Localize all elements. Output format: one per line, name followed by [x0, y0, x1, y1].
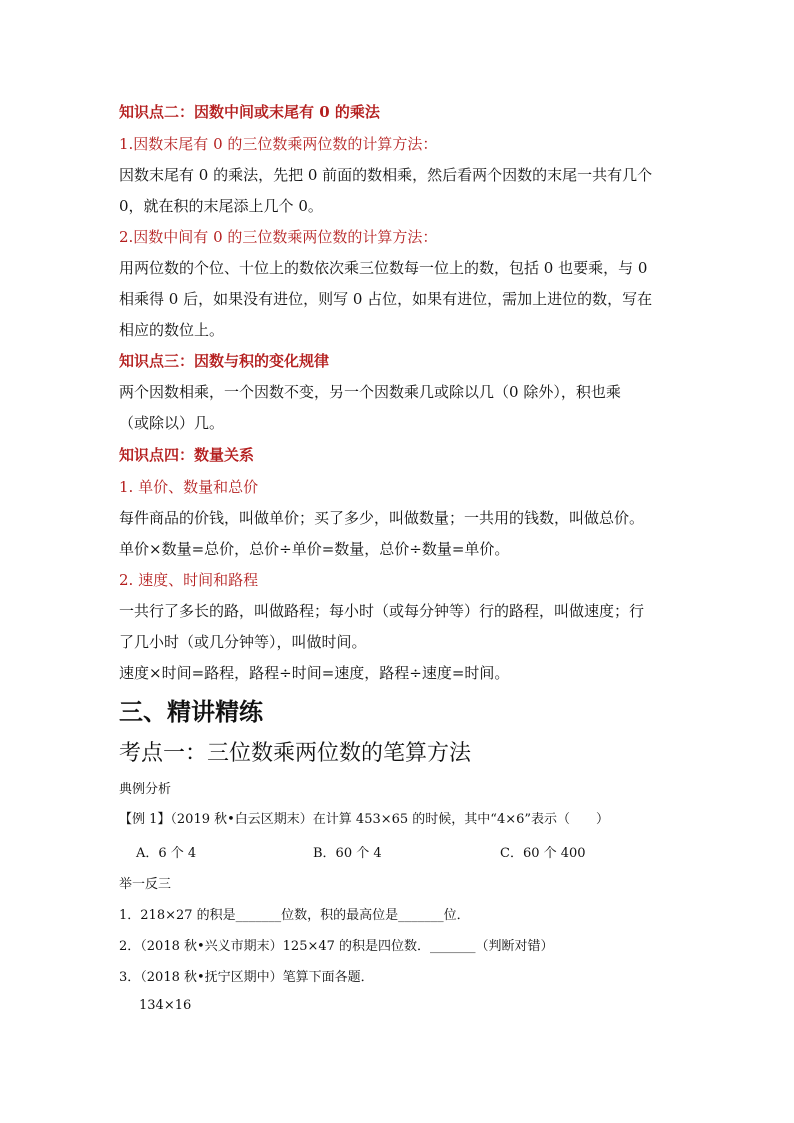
kp4-heading: 知识点四：数量关系 [119, 446, 255, 464]
practice-q3: 3．（2018 秋•抚宁区期中）笔算下面各题． [119, 970, 374, 985]
practice-label: 举一反三 [119, 877, 172, 892]
practice-q1: 1．218×27 的积是_______位数，积的最高位是_______位． [119, 908, 470, 923]
kp4-s1-line1: 每件商品的价钱，叫做单价；买了多少，叫做数量；一共用的钱数，叫做总价。 [119, 509, 645, 527]
kp3-line1: 两个因数相乘，一个因数不变，另一个因数乘几或除以几（0 除外），积也乘 [119, 383, 621, 401]
section3-heading: 三、精讲精练 [119, 698, 263, 726]
kp2-s2-line3: 相应的数位上。 [119, 321, 225, 339]
option-b: B．60 个 4 [313, 846, 382, 861]
practice-q3-expression: 134×16 [139, 998, 192, 1013]
kp3-line2: （或除以）几。 [119, 414, 225, 432]
kp4-s2-line2: 了几小时（或几分钟等），叫做时间。 [119, 633, 367, 651]
kp4-s2-line1: 一共行了多长的路，叫做路程；每小时（或每分钟等）行的路程，叫做速度；行 [119, 602, 645, 620]
kp2-heading: 知识点二：因数中间或末尾有 0 的乘法 [119, 103, 380, 121]
option-a: A．6 个 4 [136, 846, 197, 861]
kp4-s1-title: 1. 单价、数量和总价 [119, 478, 259, 496]
kp3-heading: 知识点三：因数与积的变化规律 [119, 352, 330, 370]
kp2-s2-line2: 相乘得 0 后，如果没有进位，则写 0 占位，如果有进位，需加上进位的数，写在 [119, 290, 653, 308]
option-c: C．60 个 400 [500, 846, 586, 861]
example1-question: 【例 1】（2019 秋•白云区期末）在计算 453×65 的时候，其中“4×6”表示（ ） [119, 812, 610, 827]
kp4-s2-line3: 速度×时间=路程，路程÷时间=速度，路程÷速度=时间。 [119, 664, 510, 682]
kp2-s2-title: 2.因数中间有 0 的三位数乘两位数的计算方法： [119, 228, 438, 246]
kp2-s1-title: 1.因数末尾有 0 的三位数乘两位数的计算方法： [119, 135, 438, 153]
kp4-s1-line2: 单价×数量=总价，总价÷单价=数量，总价÷数量=单价。 [119, 540, 510, 558]
example-label: 典例分析 [119, 782, 172, 797]
kp4-s2-title: 2. 速度、时间和路程 [119, 571, 259, 589]
kaodian1-heading: 考点一：三位数乘两位数的笔算方法 [119, 741, 472, 766]
practice-q2: 2．（2018 秋•兴义市期末）125×47 的积是四位数．_______（判断对错） [119, 939, 554, 954]
kp2-s1-line1: 因数末尾有 0 的乘法，先把 0 前面的数相乘，然后看两个因数的末尾一共有几个 [119, 166, 653, 184]
kp2-s1-line2: 0，就在积的末尾添上几个 0。 [119, 197, 323, 215]
kp2-s2-line1: 用两位数的个位、十位上的数依次乘三位数每一位上的数，包括 0 也要乘，与 0 [119, 259, 648, 277]
